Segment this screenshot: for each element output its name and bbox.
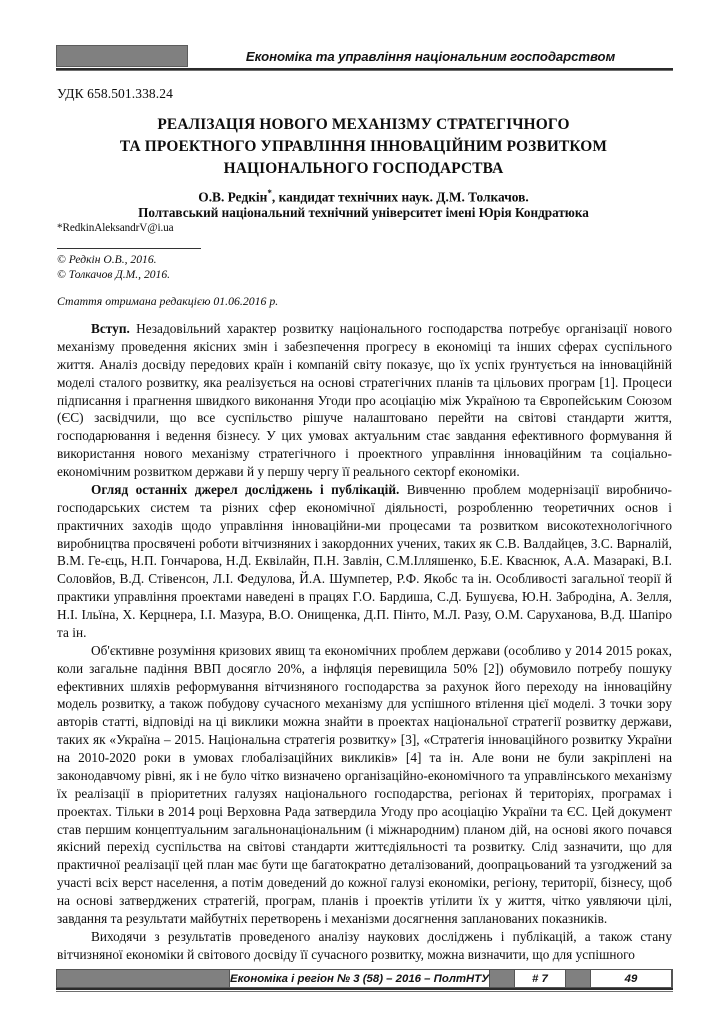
footer-gray-block-left (57, 970, 229, 987)
footer-journal-title: Економіка і регіон № 3 (58) – 2016 – ПолтНТУ (229, 970, 490, 987)
received-date: Стаття отримана редакцією 01.06.2016 р. (57, 294, 279, 308)
running-head-rule (56, 68, 673, 71)
copyright-divider (57, 248, 201, 249)
running-head-gray-block (56, 45, 188, 67)
author-footnote-marker: * (267, 188, 272, 198)
page-title (57, 114, 670, 180)
author-primary: О.В. Редкін (198, 189, 268, 205)
paragraph-conclusion-start: Виходячи з результатів проведеного аналізу наукових досліджень і публікацій, а також стану вітчизняної економіки й світового досвіду її сучасного розвитку, можна визначити, що для успішного (57, 928, 672, 962)
udc-code: УДК 658.501.338.24 (57, 86, 173, 101)
paragraph-intro-text: Незадовільний характер розвитку національного господарства потребує організації нового механізму проведення якісних змін і забезпечення прогресу в економіці та інших сферах суспільного життя. Аналіз досвіду передових країн і компаній світу показує, що їх успіх ґрунтується на інноваційній моделі сталого розвитку, яка реалізується на основі стратегічних планів та цільових програм [1]. Процеси підписання і прагнення швидкого виконання Угоди про асоціацію між Україною та Європейським Союзом (ЄС) засвідчили, що все суспільство рішуче налаштовано перейти на світові стандарти життя, господарювання і ведення бізнесу. У цих умовах актуальним стає завдання ефективного формування й використання нового механізму стратегічного і проектного управління інноваційним та соціально-економічним розвитком держави й у першу чергу її реального секторf економіки. (57, 321, 672, 479)
copyright-line-1: © Редкін О.В., 2016. (57, 253, 157, 266)
author-line (57, 187, 670, 207)
paragraph-intro (57, 320, 672, 481)
contact-email[interactable]: *RedkinAleksandrV@i.ua (57, 222, 174, 234)
article-body (57, 320, 672, 964)
title-line-3: НАЦІОНАЛЬНОГО ГОСПОДАРСТВА (223, 159, 504, 177)
paragraph-review-text: Вивченню проблем модернізації виробничо-господарських систем та різних сфер економічної діяльності, розробленню теоретичних основ і практичних заходів щодо управління інноваційни-ми процесами та розвитком високотехнологічного виробництва просвячені роботи вітчизняних і закордонних учених, таких як С.В. Валдайцев, З.С. Варналій, В.М. Ге-єць, Н.П. Гончарова, Н.Д. Еквілайн, П.Н. Завлін, С.М.Ілляшенко, Б.Е. Кваснюк, А.А. Мазаракі, В.І. Соловйов, В.Д. Стівенсон, Л.І. Федулова, Й.А. Шумпетер, Р.Ф. Якобс та ін. Особливості загальної теорії й практики управління проектами наведені в працях Г.О. Бардиша, С.Д. Бушуєва, Ю.Н. Забродіна, А. Зелля, Н.І. Ільїна, Х. Керцнера, І.І. Мазура, В.О. Онищенка, Д.П. Пінто, М.Л. Разу, О.М. Саруханова, В.Д. Шапіро та ін. (57, 481, 672, 640)
paragraph-lead-vstup: Вступ. (91, 321, 130, 336)
footer-gray-block-mid (490, 970, 514, 987)
running-head (56, 45, 673, 67)
page-footer (56, 969, 673, 988)
copyright-line-2: © Толкачов Д.М., 2016. (57, 268, 171, 282)
paragraph-analysis: Об'єктивне розуміння кризових явищ та економічних проблем держави (особливо у 2014 2015 роках, коли загальне падіння ВВП досягло 20%, а інфляція перевищила 50% [2]) обумовило потребу пошуку ефективних шляхів реформування вітчизняного господарства за рахунок його переходу на інноваційну модель розвитку, а також побудову сучасного механізму для успішного втілення цієї моделі. З точки зору авторів статті, відповіді на ці виклики можна знайти в проектах національної стратегії розвитку держави, таких як «Україна – 2015. Національна стратегія розвитку» [3], «Стратегія інноваційного розвитку України на 2010-2020 роки в умовах глобалізаційних викликів» [4] та ін. Але вони не були закріплені на законодавчому рівні, як і не було чітко визначено організаційно-економічного та управлінського механізму їх реалізації в пріоритетних галузях національного господарства, регіонах й територіях, програмах і проектах. Тільки в 2014 році Верховна Рада затвердила Угоду про асоціацію України та ЄС. Цей документ став першим концептуальним загальнонаціональним (і міжнародним) планом дій, на основі якого почався якісний перехід суспільства на світові стандарти життєдіяльності та розвитку. Слід зазначити, що для практичної реалізації цей план має бути ще багатократно деталізований, доопрацьований та узгоджений за участі всіх верст населення, а потім доведений до кожної галузі економіки, регіону, території, бізнесу, щоб на основі затверджених стратегій, програм, планів і проектів утілити їх у життя, чітко уявляючи цілі, завдання та результати майбутніх перетворень і механізми досягнення запланованих показників. (57, 642, 672, 926)
paragraph-review (57, 481, 672, 642)
affiliation: Полтавський національний технічний університет імені Юрія Кондратюка (138, 205, 589, 220)
footer-page-number: 49 (590, 970, 672, 987)
title-line-1: РЕАЛІЗАЦІЯ НОВОГО МЕХАНІЗМУ СТРАТЕГІЧНОГО (157, 116, 570, 133)
footer-gray-block-right (566, 970, 590, 987)
footer-rule (56, 988, 673, 992)
author-secondary: , кандидат технічних наук. Д.М. Толкачов. (271, 189, 529, 205)
title-line-2: ТА ПРОЕКТНОГО УПРАВЛІННЯ ІННОВАЦІЙНИМ РОЗВИТКОМ (119, 137, 608, 155)
running-head-title: Економіка та управління національним господарством (245, 48, 616, 64)
footer-issue-number: # 7 (514, 970, 566, 987)
copyright-block (57, 252, 170, 283)
paragraph-lead-ohliad: Огляд останніх джерел досліджень і публікацій. (91, 481, 400, 497)
